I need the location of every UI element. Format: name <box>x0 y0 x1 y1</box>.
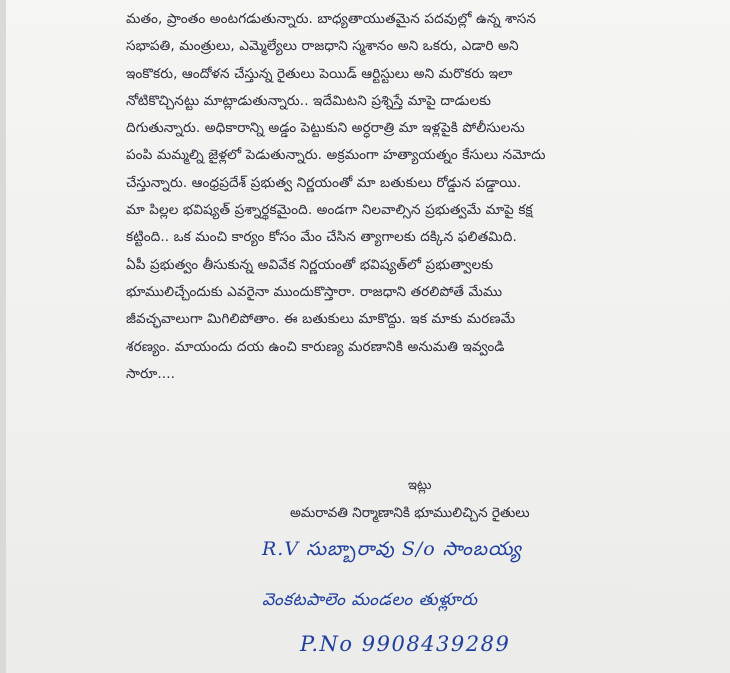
letter-line: జీవచ్ఛవాలుగా మిగిలిపోతాం. ఈ బతుకులు మాకొద్దు. ఇక మాకు మరణమే <box>126 311 516 328</box>
page-edge <box>0 0 6 673</box>
letter-line: నోటికొచ్చినట్టు మాట్లాడుతున్నారు.. ఇదేమిటని ప్రశ్నిస్తే మాపై దాడులకు <box>126 92 492 109</box>
closing-salutation: ఇట్లు <box>408 478 432 493</box>
letter-line: కట్టింది.. ఒక మంచి కార్యం కోసం మేం చేసిన త్యాగాలకు దక్కిన ఫలితమిది. <box>126 229 517 246</box>
letter-line: చేస్తున్నారు. ఆంధ్రప్రదేశ్ ప్రభుత్వ నిర్ణయంతో మా బతుకులు రోడ్డున పడ్డాయి. <box>126 174 522 191</box>
letter-line: మతం, ప్రాంతం అంటగడుతున్నారు. బాధ్యతాయుతమైన పదవుల్లో ఉన్న శాసన <box>126 11 536 27</box>
signatory-line: అమరావతి నిర్మాణానికి భూములిచ్చిన రైతులు <box>290 505 530 521</box>
letter-line: భూములిచ్చేందుకు ఎవరైనా ముందుకొస్తారా. రాజధాని తరలిపోతే మేము <box>126 283 503 300</box>
letter-body <box>126 6 646 388</box>
signature-phone: P.No 9908439289 <box>300 632 511 656</box>
letter-line: సభాపతి, మంత్రులు, ఎమ్మెల్యేలు రాజధాని స్మశానం అని ఒకరు, ఎడారి అని <box>126 38 519 55</box>
letter-line: ఇంకొకరు, ఆందోళన చేస్తున్న రైతులు పెయిడ్ ఆర్టిస్టులు అని మరొకరు ఇలా <box>126 65 513 82</box>
letter-line: పంపి మమ్మల్ని జైళ్లలో పెడుతున్నారు. అక్రమంగా హత్యాయత్నం కేసులు నమోదు <box>126 147 546 164</box>
letter-line: ఏపీ ప్రభుత్వం తీసుకున్న అవివేక నిర్ణయంతో భవిష్యత్‌లో ప్రభుత్వాలకు <box>126 256 494 273</box>
letter-line: సారూ.... <box>126 365 176 382</box>
letter-line: దిగుతున్నారు. అధికారాన్ని అడ్డం పెట్టుకుని అర్ధరాత్రి మా ఇళ్లపైకి పోలీసులను <box>126 120 525 137</box>
letter-line: మా పిల్లల భవిష్యత్ ప్రశ్నార్థకమైంది. అండగా నిలవాల్సిన ప్రభుత్వమే మాపై కక్ష <box>126 202 533 219</box>
letter-line: శరణ్యం. మాయందు దయ ఉంచి కారుణ్య మరణానికి అనుమతి ఇవ్వండి <box>126 338 505 355</box>
signature-address: వెంకటపాలెం మండలం తుళ్లూరు <box>262 590 478 610</box>
signature-name: R.V సుబ్బారావు S/o సాంబయ్య <box>262 538 522 560</box>
